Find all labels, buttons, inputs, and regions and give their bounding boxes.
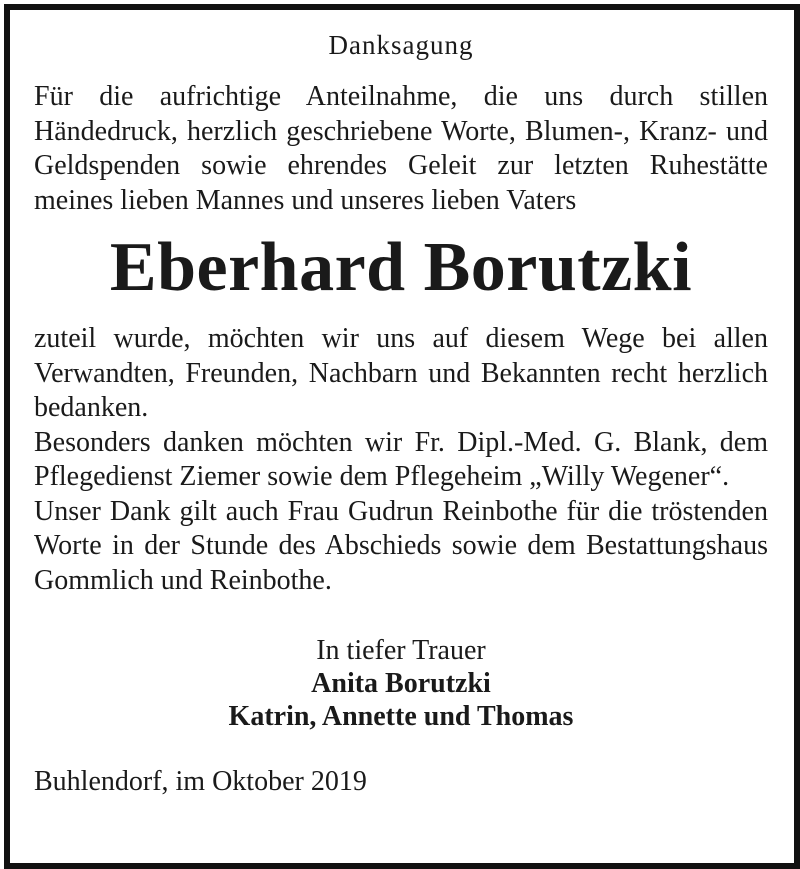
- thanks-special-paragraph: Besonders danken möchten wir Fr. Dipl.-Med. G. Blank, dem Pflegedienst Ziemer sowie dem Pflegeheim „Willy Wegener“.: [34, 426, 768, 492]
- mourner-primary: Anita Borutzki: [311, 668, 491, 699]
- mourners-family: Katrin, Annette und Thomas: [228, 701, 574, 732]
- deceased-name: Eberhard Borutzki: [109, 229, 693, 306]
- notice-heading: Danksagung: [328, 30, 474, 60]
- thanks-further-paragraph: Unser Dank gilt auch Frau Gudrun Reinbothe für die tröstenden Worte in der Stunde des Abschieds sowie dem Bestattungshaus Gommlich und Reinbothe.: [34, 495, 768, 596]
- intro-paragraph: Für die aufrichtige Anteilnahme, die uns durch stillen Händedruck, herzlich geschriebene Worte, Blumen-, Kranz- und Geldspenden sowie ehrendes Geleit zur letzten Ruhestätte meines lieben Mannes und unseres lieben Vaters: [34, 81, 768, 216]
- mourning-line: In tiefer Trauer: [316, 635, 486, 666]
- obituary-notice: [34, 28, 768, 799]
- thanks-general-paragraph: zuteil wurde, möchten wir uns auf diesem Wege bei allen Verwandten, Freunden, Nachbarn und Bekannten recht herzlich bedanken.: [34, 323, 768, 423]
- signature-block: [34, 634, 768, 733]
- place-date: Buhlendorf, im Oktober 2019: [34, 766, 367, 797]
